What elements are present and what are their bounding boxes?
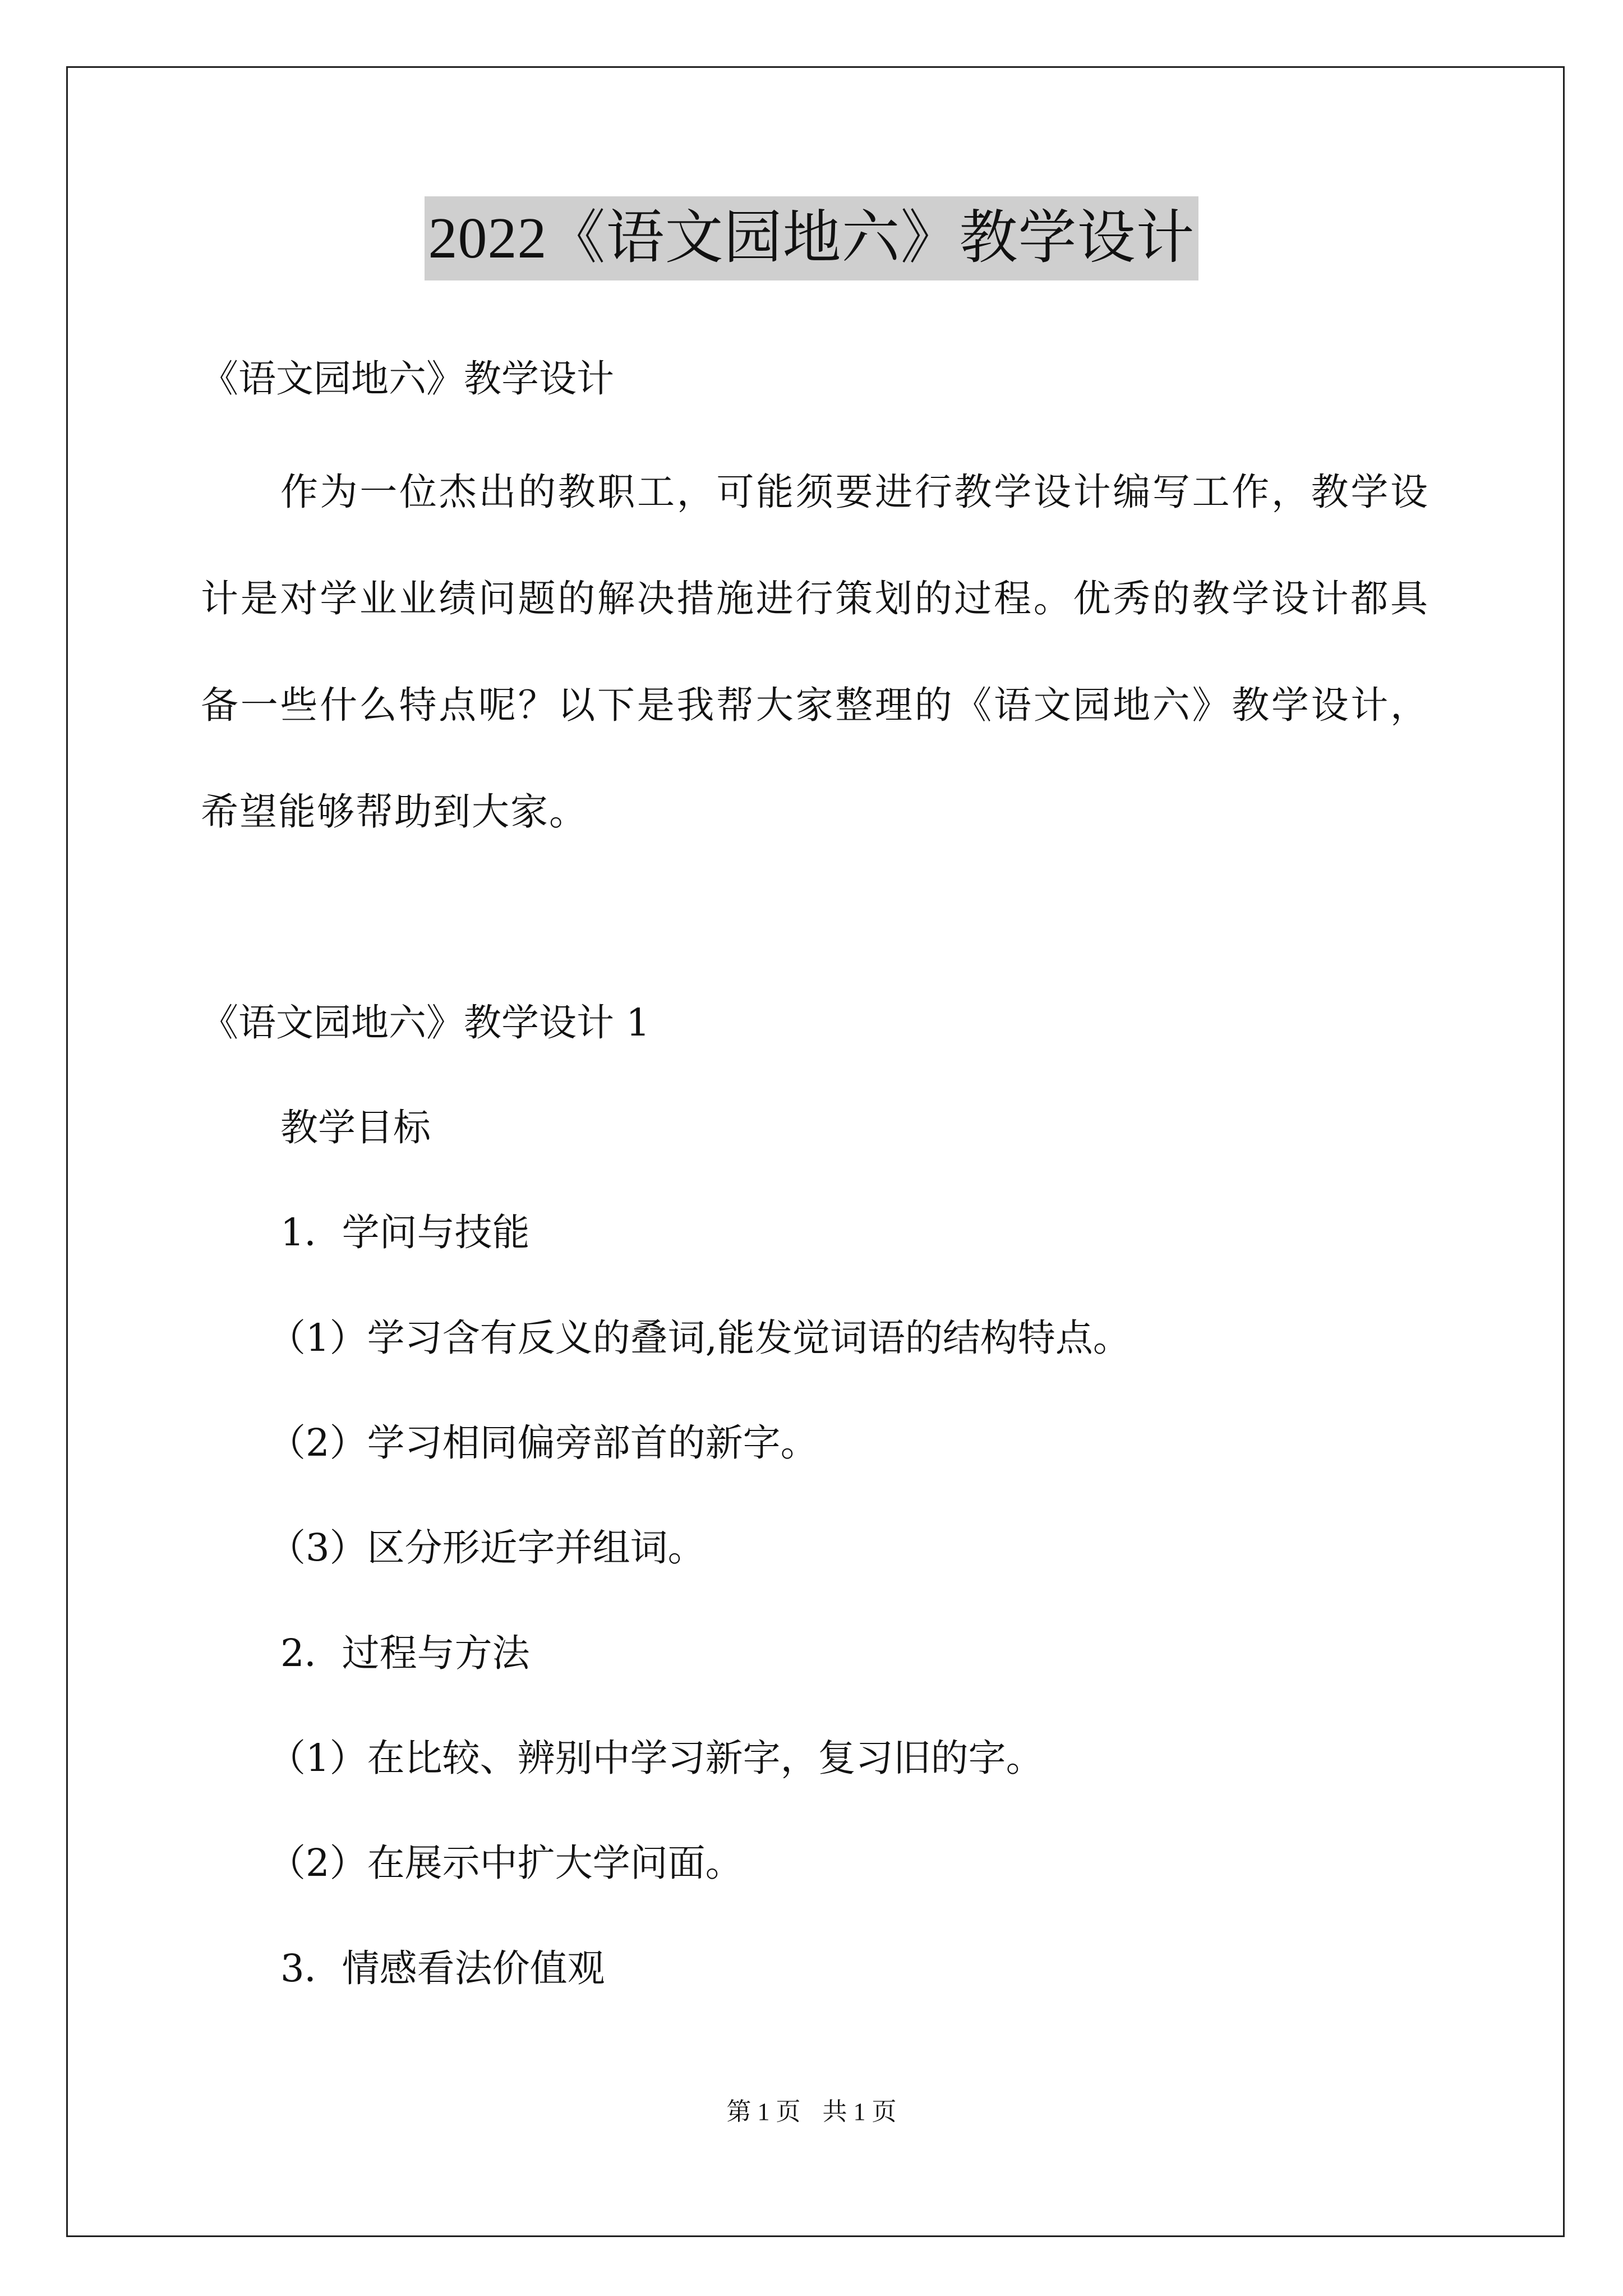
intro-paragraph: 作为一位杰出的教职工，可能须要进行教学设计编写工作，教学设计是对学业业绩问题的解决措施进行策划的过程。优秀的教学设计都具备一些什么特点呢？以下是我帮大家整理的《语文园地六》教学设计，希望能够帮助到大家。	[201, 470, 1429, 834]
section-title: 《语文园地六》教学设计 1	[201, 1001, 650, 1045]
document-subtitle: 《语文园地六》教学设计	[201, 357, 614, 401]
list-item: （2）在展示中扩大学问面。	[268, 1841, 743, 1885]
list-item: （3）区分形近字并组词。	[268, 1526, 706, 1570]
page-footer	[0, 2095, 1623, 2129]
list-item: （1）学习含有反义的叠词,能发觉词语的结构特点。	[268, 1316, 1131, 1360]
document-title: 2022《语文园地六》教学设计	[425, 196, 1198, 280]
heading-process-method: 2．过程与方法	[280, 1631, 530, 1675]
heading-emotion-values: 3．情感看法价值观	[280, 1947, 605, 1990]
list-item: （2）学习相同偏旁部首的新字。	[268, 1421, 818, 1465]
list-item: （1）在比较、辨别中学习新字，复习旧的字。	[268, 1736, 1044, 1780]
page-number: 第 1 页	[726, 2098, 801, 2125]
objectives-heading: 教学目标	[280, 1106, 431, 1149]
heading-knowledge-skills: 1．学问与技能	[280, 1211, 530, 1254]
title-container	[0, 196, 1623, 280]
page-total: 共 1 页	[822, 2098, 897, 2125]
